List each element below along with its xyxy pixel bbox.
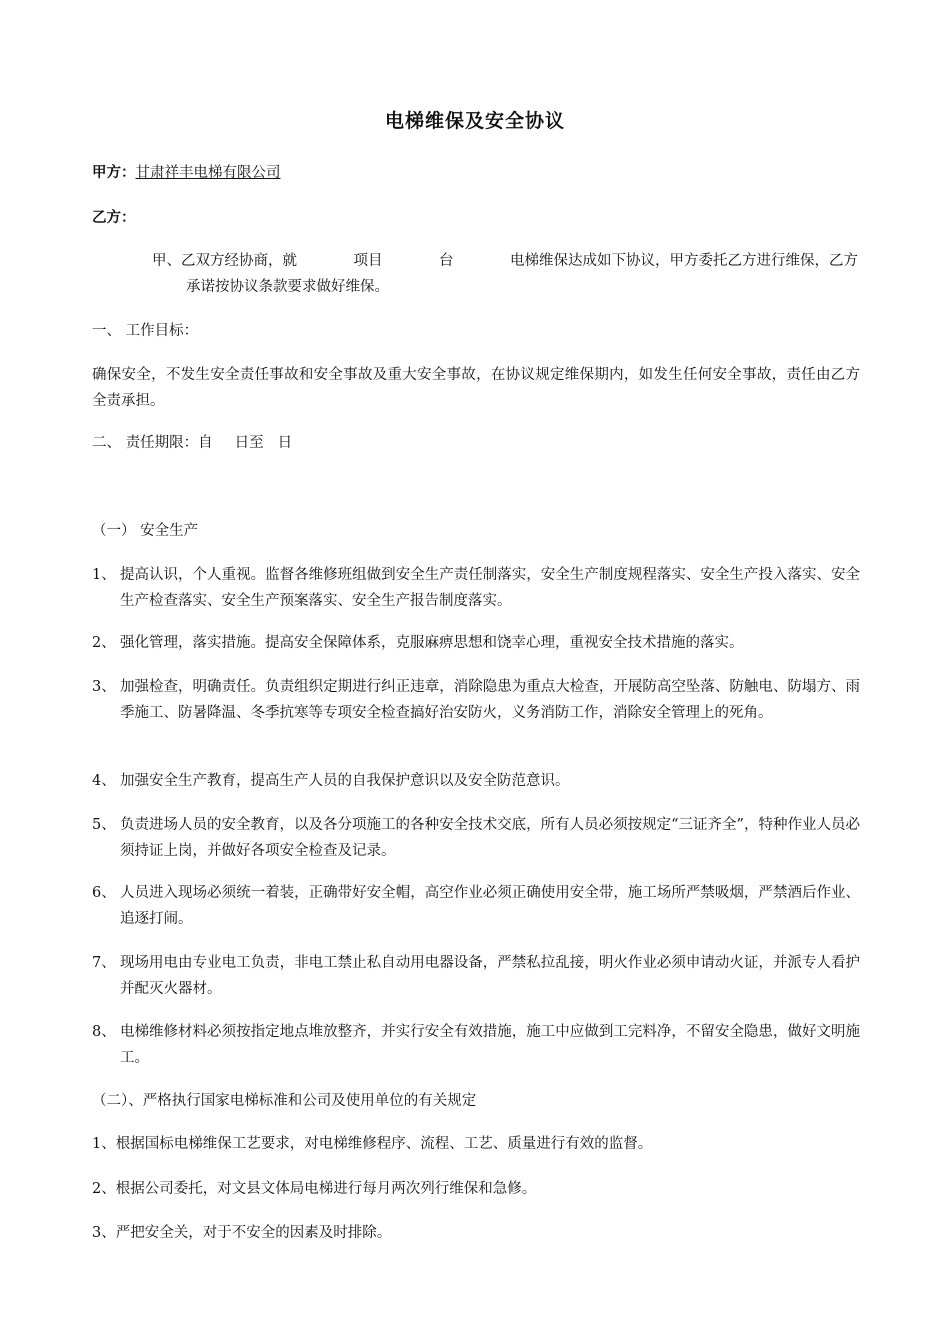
- party-a-label: 甲方：: [92, 164, 136, 181]
- list-item: [92, 880, 860, 932]
- list-item-text: 人员进入现场必须统一着装，正确带好安全帽，高空作业必须正确使用安全带，施工场所严禁吸烟，严禁酒后作业、追逐打闹。: [120, 885, 860, 927]
- list-item-number: 2、: [92, 635, 116, 651]
- term-middle: 日至: [234, 435, 264, 451]
- party-b-label: 乙方：: [92, 209, 136, 226]
- list-item: [92, 562, 860, 614]
- intro-part-2: 项目: [353, 253, 383, 269]
- intro-part-5: 承诺按协议条款要求做好维保。: [186, 279, 389, 295]
- list-item-number: 7、: [92, 955, 116, 971]
- list-item-number: 1、: [92, 567, 116, 583]
- party-a-line: [92, 160, 860, 186]
- section-2-heading: [92, 430, 860, 456]
- list-item: [92, 674, 860, 726]
- party-b-line: [92, 205, 860, 231]
- section-1-heading: 一、 工作目标：: [92, 323, 199, 339]
- list-item-number: 5、: [92, 817, 116, 833]
- list-item-number: 6、: [92, 885, 116, 901]
- list-item: [92, 812, 860, 864]
- list-item-text: 电梯维修材料必须按指定地点堆放整齐，并实行安全有效措施，施工中应做到工完料净，不留安全隐患，做好文明施工。: [120, 1024, 860, 1066]
- intro-part-4: 电梯维保达成如下协议，甲方委托乙方进行维保，乙方: [510, 253, 858, 269]
- party-a-name: 甘肃祥丰电梯有限公司: [135, 165, 281, 181]
- intro-part-1: 甲、乙双方经协商，就: [152, 253, 297, 269]
- list-item: 2、根据公司委托，对文县文体局电梯进行每月两次列行维保和急修。: [92, 1181, 537, 1197]
- list-item-number: 3、: [92, 679, 116, 695]
- list-item-text: 提高认识，个人重视。监督各维修班组做到安全生产责任制落实，安全生产制度规程落实、安全生产投入落实、安全生产检查落实、安全生产预案落实、安全生产报告制度落实。: [120, 567, 860, 609]
- list-item: 1、根据国标电梯维保工艺要求，对电梯维修程序、流程、工艺、质量进行有效的监督。: [92, 1136, 653, 1152]
- subsection-1-heading: （一） 安全生产: [92, 523, 199, 539]
- section-1-body: 确保安全，不发生安全责任事故和安全事故及重大安全事故，在协议规定维保期内，如发生任何安全事故，责任由乙方全责承担。: [92, 367, 860, 409]
- list-item: [92, 1019, 860, 1071]
- list-item: [92, 630, 860, 656]
- list-item-number: 8、: [92, 1024, 116, 1040]
- list-item: [92, 768, 860, 794]
- intro-part-3: 台: [439, 253, 454, 269]
- list-item-number: 4、: [92, 773, 116, 789]
- list-item-text: 负责进场人员的安全教育，以及各分项施工的各种安全技术交底，所有人员必须按规定“三证齐全”，特种作业人员必须持证上岗，并做好各项安全检查及记录。: [120, 817, 860, 859]
- list-item-text: 现场用电由专业电工负责，非电工禁止私自动用电器设备，严禁私拉乱接，明火作业必须申请动火证，并派专人看护并配灭火器材。: [120, 955, 860, 997]
- subsection-2-heading: （二）、严格执行国家电梯标准和公司及使用单位的有关规定: [92, 1093, 477, 1109]
- list-item: 3、严把安全关，对于不安全的因素及时排除。: [92, 1225, 392, 1241]
- term-suffix: 日: [277, 435, 293, 451]
- intro-paragraph: [152, 248, 858, 300]
- list-item: [92, 950, 860, 1002]
- list-item-text: 加强检查，明确责任。负责组织定期进行纠正违章，消除隐患为重点大检查，开展防高空坠落、防触电、防塌方、雨季施工、防暑降温、冬季抗寒等专项安全检查搞好治安防火，义务消防工作，消除安全管理上的死角。: [120, 679, 860, 721]
- document-title: 电梯维保及安全协议: [384, 110, 565, 132]
- term-prefix: 二、 责任期限：自: [92, 435, 213, 451]
- list-item-text: 加强安全生产教育，提高生产人员的自我保护意识以及安全防范意识。: [120, 773, 570, 789]
- list-item-text: 强化管理，落实措施。提高安全保障体系，克服麻痹思想和饶幸心理，重视安全技术措施的落实。: [120, 635, 744, 651]
